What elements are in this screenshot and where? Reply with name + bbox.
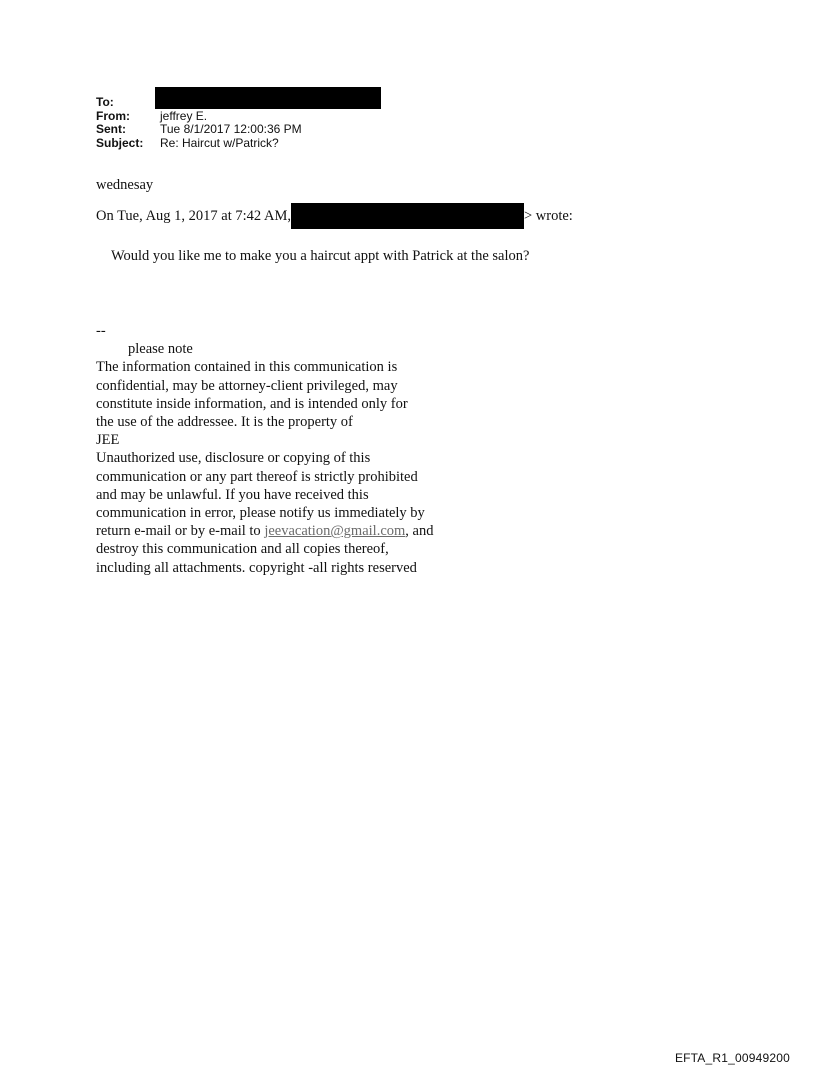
quoted-message: Would you like me to make you a haircut appt with Patrick at the salon? (111, 248, 530, 264)
disclaimer-line: constitute inside information, and is intended only for (96, 395, 408, 412)
quote-attribution (96, 203, 573, 229)
disclaimer-line: JEE (96, 432, 120, 449)
disclaimer-line: communication in error, please notify us immediately by (96, 505, 425, 522)
disclaimer-line: confidential, may be attorney-client privileged, may (96, 377, 398, 394)
email-line-suffix: , and (405, 523, 434, 540)
attribution-suffix: > wrote: (523, 208, 573, 224)
email-line-prefix: return e-mail or by e-mail to (96, 523, 265, 540)
disclaimer-line: and may be unlawful. If you have received this (96, 486, 369, 503)
signature-separator: -- (96, 323, 106, 339)
to-row (96, 96, 381, 110)
signature-block (96, 322, 433, 577)
disclaimer-line: communication or any part thereof is strictly prohibited (96, 468, 418, 485)
disclaimer-line: destroy this communication and all copies thereof, (96, 541, 389, 558)
disclaimer-line: Unauthorized use, disclosure or copying of this (96, 450, 371, 467)
disclaimer-line: including all attachments. copyright -all rights reserved (96, 559, 417, 576)
disclaimer-line: The information contained in this communication is (96, 359, 398, 376)
reply-text: wednesay (96, 177, 154, 193)
from-row (96, 110, 381, 124)
disclaimer-email-line (96, 522, 433, 540)
from-label: From: (96, 108, 130, 123)
email-link[interactable]: jeevacation@gmail.com (264, 523, 406, 540)
document-id: EFTA_R1_00949200 (674, 1051, 790, 1065)
redacted-recipient (155, 87, 381, 109)
subject-row (96, 137, 381, 151)
to-label: To: (96, 95, 114, 109)
redacted-sender (291, 203, 524, 229)
signature-note: please note (128, 341, 193, 358)
from-value: jeffrey E. (160, 108, 208, 123)
email-header (96, 96, 381, 150)
subject-label: Subject: (96, 135, 144, 150)
disclaimer-line: the use of the addressee. It is the property of (96, 414, 353, 431)
sent-row (96, 123, 381, 137)
attribution-prefix: On Tue, Aug 1, 2017 at 7:42 AM, (96, 208, 291, 224)
sent-value: Tue 8/1/2017 12:00:36 PM (160, 122, 302, 136)
sent-label: Sent: (96, 122, 126, 136)
subject-value: Re: Haircut w/Patrick? (160, 135, 279, 150)
